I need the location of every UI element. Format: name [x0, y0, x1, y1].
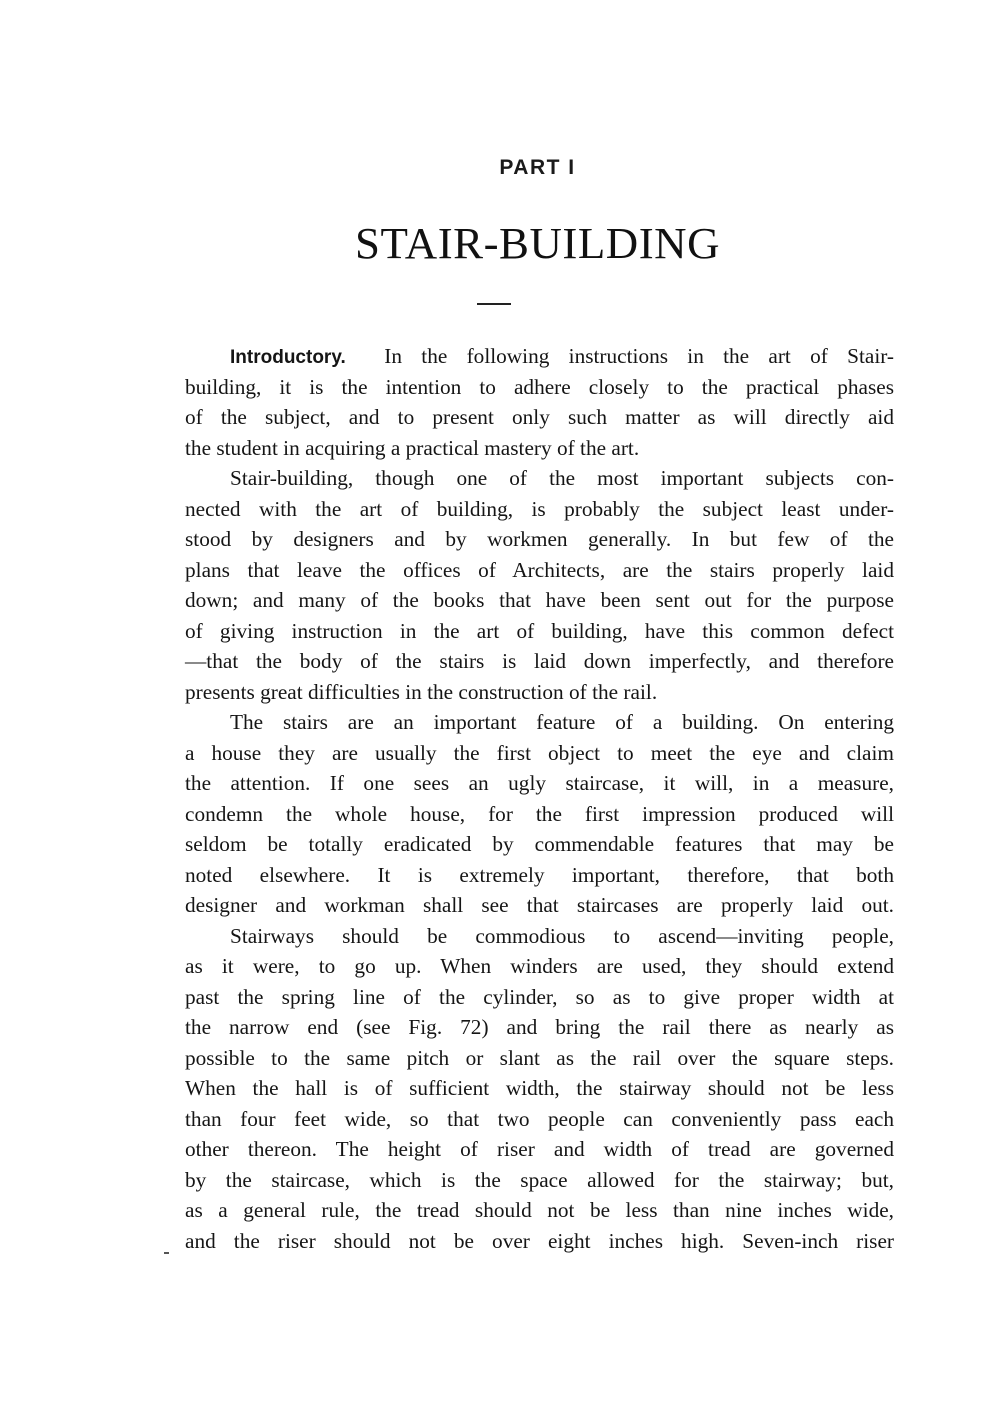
- text-line: seldom be totally eradicated by commendable features that may be: [185, 832, 894, 856]
- text-line: by the staircase, which is the space allowed for the stairway; but,: [185, 1167, 894, 1192]
- paragraph-introductory: [185, 341, 894, 463]
- text-line: past the spring line of the cylinder, so as to give proper width at: [185, 984, 894, 1009]
- text-line: designer and workman shall see that staircases are properly laid out.: [185, 893, 894, 917]
- text-line: stood by designers and by workmen generally. In but few of the: [185, 527, 894, 551]
- text-line: condemn the whole house, for the first impression produced will: [185, 801, 894, 826]
- text-line: as it were, to go up. When winders are used, they should extend: [185, 954, 894, 978]
- text-line: plans that leave the offices of Architects, are the stairs properly laid: [185, 557, 894, 582]
- text-line: building, it is the intention to adhere closely to the practical phases: [185, 374, 894, 399]
- text-line: nected with the art of building, is probably the subject least under-: [185, 496, 894, 521]
- body-text: [185, 341, 894, 1256]
- text-line: the student in acquiring a practical mastery of the art.: [185, 435, 640, 460]
- text-line: When the hall is of sufficient width, the stairway should not be less: [185, 1076, 894, 1100]
- text-line: of giving instruction in the art of building, have this common defect: [185, 618, 894, 643]
- text-line: Stairways should be commodious to ascend—inviting people,: [230, 923, 894, 948]
- part-label: PART I: [499, 156, 576, 179]
- text-line: [185, 341, 894, 372]
- title-divider-rule: [477, 303, 511, 305]
- run-in-heading: Introductory.: [230, 347, 346, 368]
- text-line: possible to the same pitch or slant as the rail over the square steps.: [185, 1045, 894, 1070]
- text-line: Stair-building, though one of the most important subjects con-: [230, 466, 894, 490]
- paragraph-stairs-feature: [185, 707, 894, 921]
- text-line: down; and many of the books that have been sent out for the purpose: [185, 588, 894, 612]
- text-line-content: In the following instructions in the art of Stair-: [384, 344, 894, 368]
- margin-mark: [164, 1252, 169, 1254]
- text-line: —that the body of the stairs is laid down imperfectly, and therefore: [185, 649, 894, 673]
- text-line: the attention. If one sees an ugly staircase, it will, in a measure,: [185, 771, 894, 795]
- paragraph-stair-building: [185, 463, 894, 707]
- text-line: a house they are usually the first object to meet the eye and claim: [185, 740, 894, 765]
- text-line: The stairs are an important feature of a building. On entering: [230, 710, 894, 734]
- text-line: noted elsewhere. It is extremely important, therefore, that both: [185, 862, 894, 887]
- text-line: the narrow end (see Fig. 72) and bring the rail there as nearly as: [185, 1015, 894, 1039]
- text-line: of the subject, and to present only such matter as will directly aid: [185, 405, 894, 429]
- text-line: and the riser should not be over eight inches high. Seven-inch riser: [185, 1228, 894, 1253]
- text-line: as a general rule, the tread should not be less than nine inches wide,: [185, 1198, 894, 1222]
- chapter-title: STAIR-BUILDING: [354, 219, 721, 268]
- text-line: presents great difficulties in the construction of the rail.: [185, 679, 658, 704]
- text-line: other thereon. The height of riser and width of tread are governed: [185, 1137, 894, 1161]
- paragraph-stairways: [185, 921, 894, 1257]
- text-line: than four feet wide, so that two people can conveniently pass each: [185, 1106, 894, 1131]
